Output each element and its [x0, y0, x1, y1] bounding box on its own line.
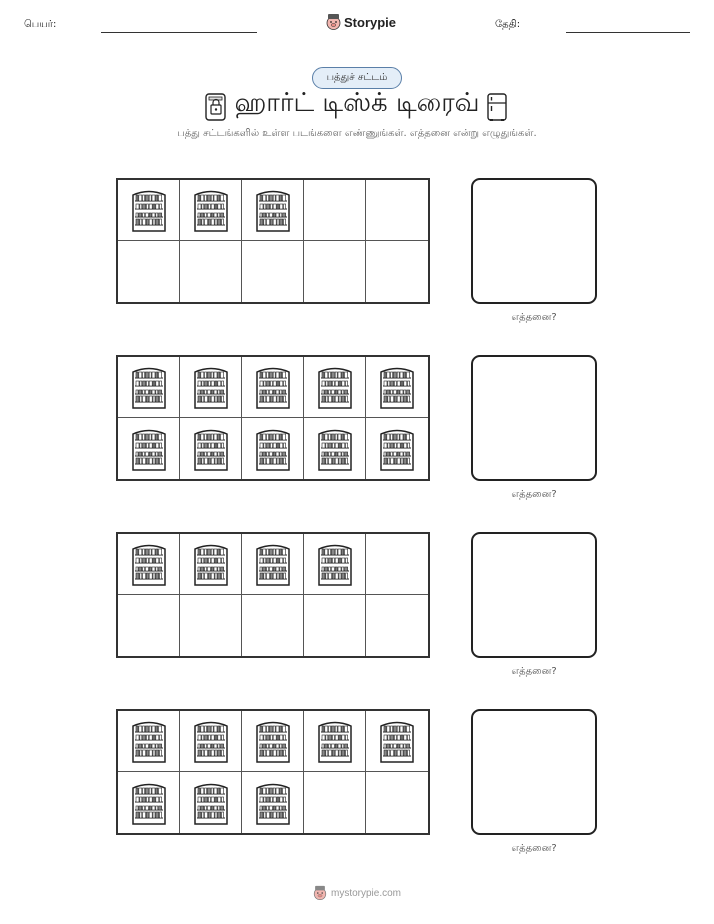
ten-frame-3 — [116, 532, 430, 658]
ten-frame-cell — [304, 772, 366, 833]
how-many-label-1: எத்தனை? — [511, 312, 557, 323]
ten-frame-cell — [366, 241, 428, 302]
ten-frame-cell — [366, 595, 428, 656]
ten-frame-cell — [242, 180, 304, 241]
ten-frame-cell — [118, 357, 180, 418]
date-label: தேதி: — [495, 19, 521, 30]
ten-frame-cell — [366, 534, 428, 595]
ten-frame-cell — [366, 711, 428, 772]
pig-mascot-icon — [326, 13, 341, 31]
ten-frame-cell — [242, 418, 304, 479]
ten-frame-cell — [304, 595, 366, 656]
topic-badge: பத்துச் சட்டம் — [312, 67, 402, 89]
bookshelf-icon — [192, 719, 230, 763]
brand-name: Storypie — [344, 14, 397, 30]
ten-frame-cell — [118, 418, 180, 479]
bookshelf-icon — [254, 188, 292, 232]
ten-frame-cell — [118, 180, 180, 241]
answer-box-4[interactable] — [471, 709, 597, 835]
name-line — [101, 32, 257, 33]
bookshelf-icon — [316, 427, 354, 471]
how-many-label-2: எத்தனை? — [511, 489, 557, 500]
bookshelf-icon — [254, 427, 292, 471]
date-line — [566, 32, 690, 33]
ten-frame-cell — [180, 711, 242, 772]
how-many-label-3: எத்தனை? — [511, 666, 557, 677]
footer-url[interactable]: mystorypie.com — [330, 887, 401, 899]
ten-frame-cell — [118, 595, 180, 656]
answer-box-3[interactable] — [471, 532, 597, 658]
bookshelf-icon — [130, 542, 168, 586]
bookshelf-icon — [192, 542, 230, 586]
answer-box-2[interactable] — [471, 355, 597, 481]
ten-frame-cell — [366, 772, 428, 833]
ten-frame-cell — [180, 180, 242, 241]
bookshelf-icon — [254, 542, 292, 586]
ten-frame-cell — [242, 241, 304, 302]
ten-frame-cell — [304, 241, 366, 302]
ten-frame-cell — [242, 534, 304, 595]
ten-frame-cell — [304, 711, 366, 772]
bookshelf-icon — [378, 427, 416, 471]
bookshelf-icon — [316, 719, 354, 763]
ten-frame-cell — [180, 595, 242, 656]
bookshelf-icon — [378, 719, 416, 763]
bookshelf-icon — [316, 365, 354, 409]
ten-frame-cell — [180, 418, 242, 479]
ten-frame-4 — [116, 709, 430, 835]
ten-frame-cell — [366, 180, 428, 241]
ten-frame-cell — [366, 418, 428, 479]
ten-frame-1 — [116, 178, 430, 304]
how-many-label-4: எத்தனை? — [511, 843, 557, 854]
bookshelf-icon — [192, 781, 230, 825]
ten-frame-cell — [242, 357, 304, 418]
bookshelf-icon — [254, 365, 292, 409]
footer — [0, 885, 714, 901]
ten-frame-cell — [366, 357, 428, 418]
ten-frame-cell — [118, 711, 180, 772]
bookshelf-icon — [254, 781, 292, 825]
ten-frame-cell — [242, 772, 304, 833]
ten-frame-cell — [118, 534, 180, 595]
ten-frame-cell — [118, 772, 180, 833]
instruction-text: பத்து சட்டங்களில் உள்ள படங்களை எண்ணுங்கள். எத்தனை என்று எழுதுங்கள். — [177, 128, 537, 139]
brand-logo — [326, 13, 396, 31]
bookshelf-icon — [192, 188, 230, 232]
ten-frame-cell — [180, 357, 242, 418]
ten-frame-cell — [180, 241, 242, 302]
bookshelf-icon — [192, 365, 230, 409]
name-label: பெயர்: — [24, 19, 57, 30]
ten-frame-cell — [242, 711, 304, 772]
ten-frame-cell — [304, 180, 366, 241]
page-title: ஹார்ட் டிஸ்க் டிரைவ் — [234, 88, 480, 118]
bookshelf-icon — [378, 365, 416, 409]
bookshelf-icon — [254, 719, 292, 763]
bookshelf-icon — [130, 427, 168, 471]
ten-frame-2 — [116, 355, 430, 481]
ten-frame-cell — [180, 534, 242, 595]
bookshelf-icon — [316, 542, 354, 586]
bookshelf-icon — [130, 365, 168, 409]
ten-frame-cell — [118, 241, 180, 302]
ten-frame-cell — [242, 595, 304, 656]
ten-frame-cell — [304, 357, 366, 418]
ten-frame-cell — [304, 534, 366, 595]
bookshelf-icon — [130, 781, 168, 825]
bookshelf-icon — [192, 427, 230, 471]
refrigerator-icon — [485, 92, 509, 122]
bookshelf-icon — [130, 188, 168, 232]
bookshelf-icon — [130, 719, 168, 763]
ten-frame-cell — [304, 418, 366, 479]
pig-mascot-icon — [313, 885, 327, 901]
answer-box-1[interactable] — [471, 178, 597, 304]
ten-frame-cell — [180, 772, 242, 833]
